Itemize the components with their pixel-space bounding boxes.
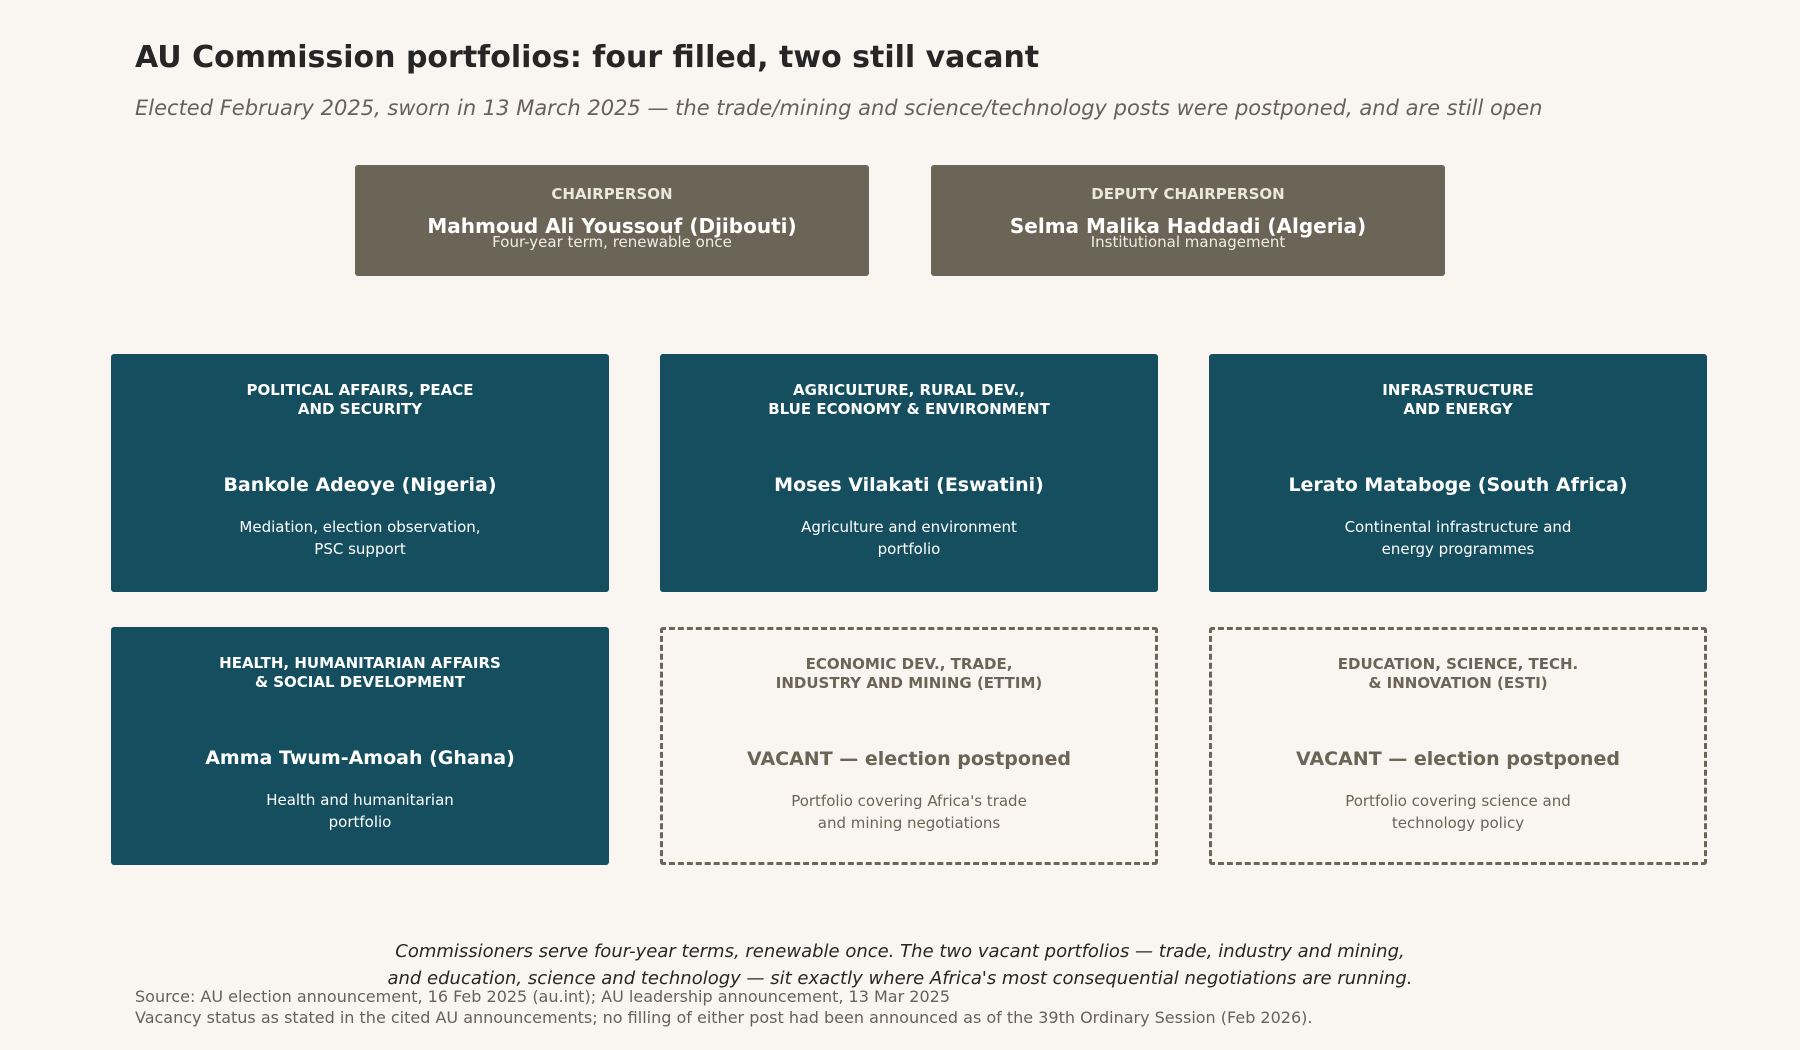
portfolio-description: Mediation, election observation, PSC support	[239, 518, 481, 558]
portfolio-card-agriculture	[660, 354, 1158, 592]
page-title: AU Commission portfolios: four filled, two still vacant	[135, 40, 1040, 75]
portfolio-title: EDUCATION, SCIENCE, TECH. & INNOVATION (ESTI)	[1337, 655, 1579, 692]
footnote-line: Commissioners serve four-year terms, renewable once. The two vacant portfolios — trade, industry and mining,	[395, 941, 1405, 962]
portfolio-card-esti-vacant	[1209, 627, 1707, 865]
portfolio-description: Portfolio covering Africa's trade and mining negotiations	[791, 792, 1027, 832]
portfolio-title: ECONOMIC DEV., TRADE, INDUSTRY AND MINING (ETTIM)	[775, 655, 1043, 692]
portfolio-description: Continental infrastructure and energy programmes	[1344, 518, 1572, 558]
portfolio-description: Portfolio covering science and technology policy	[1345, 792, 1571, 832]
chairperson-role: CHAIRPERSON	[551, 185, 673, 203]
portfolio-card-infrastructure	[1209, 354, 1707, 592]
vacancy-status: VACANT — election postponed	[1296, 748, 1620, 770]
footnote	[300, 938, 1500, 992]
page-subtitle: Elected February 2025, sworn in 13 March 2025 — the trade/mining and science/technology posts were postponed, and are still open	[135, 96, 1543, 120]
source-note	[135, 986, 1312, 1028]
portfolio-description: Health and humanitarian portfolio	[266, 791, 454, 831]
source-line: Source: AU election announcement, 16 Feb 2025 (au.int); AU leadership announcement, 13 Mar 2025	[135, 987, 950, 1006]
vacancy-status: VACANT — election postponed	[747, 748, 1071, 770]
portfolio-title: HEALTH, HUMANITARIAN AFFAIRS & SOCIAL DEVELOPMENT	[219, 654, 501, 691]
deputy-chairperson-name: Selma Malika Haddadi (Algeria)	[1009, 214, 1367, 238]
portfolio-title: AGRICULTURE, RURAL DEV., BLUE ECONOMY & ENVIRONMENT	[768, 381, 1050, 418]
portfolio-title: POLITICAL AFFAIRS, PEACE AND SECURITY	[246, 381, 474, 418]
deputy-chairperson-card	[931, 165, 1445, 276]
deputy-chairperson-note: Institutional management	[1090, 233, 1286, 251]
portfolio-description: Agriculture and environment portfolio	[801, 518, 1017, 558]
chairperson-card	[355, 165, 869, 276]
commissioner-name: Amma Twum-Amoah (Ghana)	[205, 747, 515, 769]
commissioner-name: Lerato Mataboge (South Africa)	[1288, 474, 1628, 496]
portfolio-card-health	[111, 627, 609, 865]
portfolio-title: INFRASTRUCTURE AND ENERGY	[1382, 381, 1534, 418]
footnote-line: and education, science and technology — sit exactly where Africa's most consequential negotiations are running.	[387, 968, 1413, 989]
portfolio-card-political-affairs	[111, 354, 609, 592]
deputy-chairperson-role: DEPUTY CHAIRPERSON	[1091, 185, 1285, 203]
chairperson-note: Four-year term, renewable once	[492, 233, 732, 251]
portfolio-card-ettim-vacant	[660, 627, 1158, 865]
commissioner-name: Moses Vilakati (Eswatini)	[774, 474, 1044, 496]
commissioner-name: Bankole Adeoye (Nigeria)	[223, 474, 497, 496]
chairperson-name: Mahmoud Ali Youssouf (Djibouti)	[427, 214, 797, 238]
source-line: Vacancy status as stated in the cited AU announcements; no filling of either post had been announced as of the 39th Ordinary Session (Feb 2026).	[135, 1008, 1313, 1027]
